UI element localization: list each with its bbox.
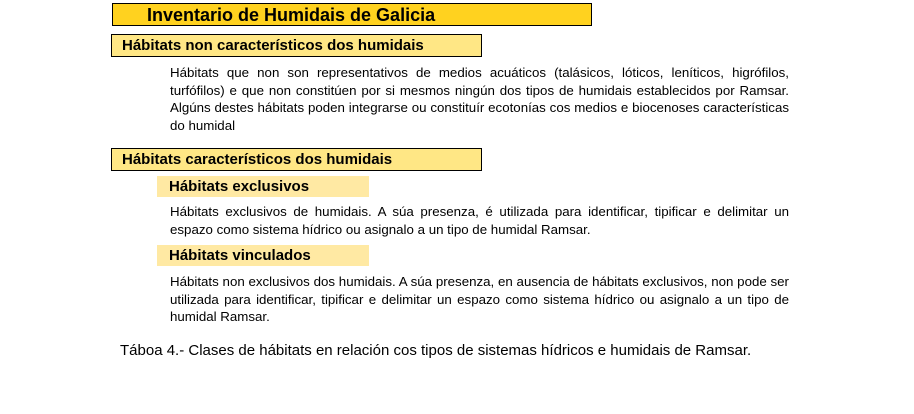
subsection-text-linked: Hábitats non exclusivos dos humidais. A súa presenza, en ausencia de hábitats exclusivos, non pode ser utilizada para identificar, tipificar e delimitar un espazo como sistema hídrico ou asignalo a un tipo de humidal Ramsar. [170,274,789,324]
subsection-heading-exclusive: Hábitats exclusivos [157,176,369,197]
document-title: Inventario de Humidais de Galicia [112,3,592,26]
section-heading-non-characteristic: Hábitats non característicos dos humidais [111,34,482,57]
table-caption: Táboa 4.- Clases de hábitats en relación cos tipos de sistemas hídricos e humidais de Ramsar. [120,342,752,359]
section-text-non-characteristic: Hábitats que non son representativos de medios acuáticos (talásicos, lóticos, leníticos, higrófilos, turfófilos) e que non constitúen por si mesmos ningún dos tipos de humidais establecidos por Ramsar. Algúns destes hábitats poden integrarse ou constituír ecotonías cos medios e biocenoses características do humidal [170,65,789,133]
subsection-heading-linked: Hábitats vinculados [157,245,369,266]
section-heading-characteristic: Hábitats característicos dos humidais [111,148,482,171]
subsection-text-exclusive: Hábitats exclusivos de humidais. A súa presenza, é utilizada para identificar, tipificar e delimitar un espazo como sistema hídrico ou asignalo a un tipo de humidal Ramsar. [170,204,789,237]
